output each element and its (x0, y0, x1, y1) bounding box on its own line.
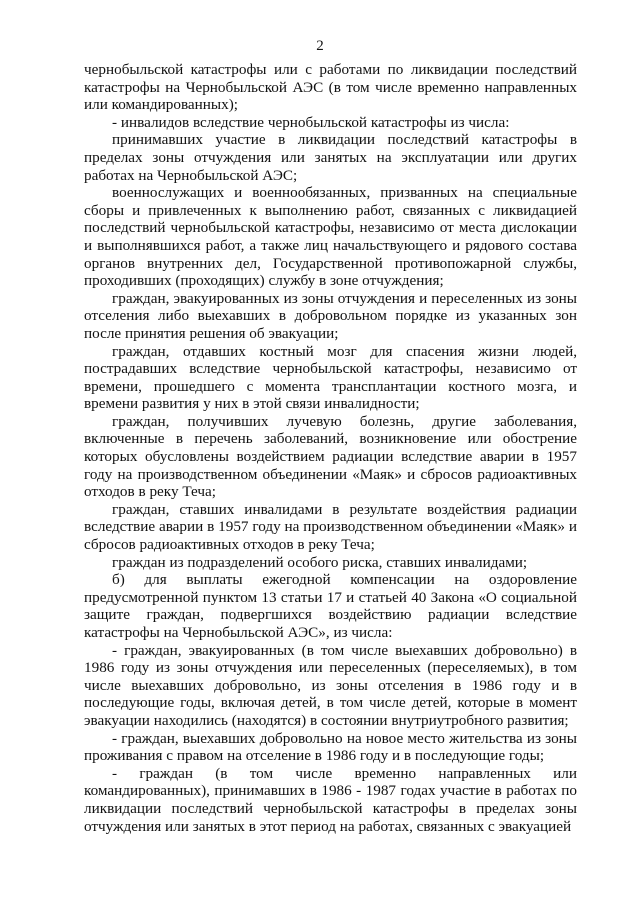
paragraph: граждан, ставших инвалидами в результате воздействия радиации вследствие аварии в 1957 году на производственном объединении «Маяк» и сбросов радиоактивных отходов в реку Теча; (84, 500, 577, 554)
document-body (84, 61, 577, 835)
paragraph: граждан, получивших лучевую болезнь, другие заболевания, включенные в перечень заболеваний, возникновение или обострение которых обусловлены воздействием радиации вследствие аварии в 1957 году на производственном объединении «Маяк» и сбросов радиоактивных отходов в реку Теча; (84, 412, 577, 501)
paragraph: граждан, эвакуированных из зоны отчуждения и переселенных из зоны отселения либо выехавших в добровольном порядке из указанных зон после принятия решения об эвакуации; (84, 289, 577, 342)
paragraph: принимавших участие в ликвидации последствий катастрофы в пределах зоны отчуждения или занятых на эксплуатации или других работах на Чернобыльской АЭС; (84, 131, 577, 184)
list-item: - граждан, эвакуированных (в том числе выехавших добровольно) в 1986 году из зоны отчуждения или переселенных (переселяемых), в том числе выехавших добровольно, из зоны отселения в 1986 году и в последующие годы, включая детей, в том числе детей, которые в момент эвакуации находились (находятся) в состоянии внутриутробного развития; (84, 641, 577, 729)
paragraph: б) для выплаты ежегодной компенсации на оздоровление предусмотренной пунктом 13 статьи 17 и статьей 40 Закона «О социальной защите граждан, подвергшихся воздействию радиации вследствие катастрофы на Чернобыльской АЭС», из числа: (84, 571, 577, 641)
list-item: - граждан, выехавших добровольно на новое место жительства из зоны проживания с правом на отселение в 1986 году и в последующие годы; (84, 729, 577, 765)
list-item: - инвалидов вследствие чернобыльской катастрофы из числа: (112, 113, 510, 131)
page-number: 2 (316, 38, 324, 54)
paragraph: военнослужащих и военнообязанных, призванных на специальные сборы и привлеченных к выполнению работ, связанных с ликвидацией последствий чернобыльской катастрофы, независимо от места дислокации и выполнявшихся работ, а также лиц начальствующего и рядового состава органов внутренних дел, Государственной противопожарной службы, проходивших (проходящих) службу в зоне отчуждения; (84, 184, 577, 290)
paragraph: чернобыльской катастрофы или с работами по ликвидации последствий катастрофы на Чернобыльской АЭС (в том числе временно направленных или командированных); (84, 61, 577, 114)
list-item: - граждан (в том числе временно направленных или командированных), принимавших в 1986 - 1987 годах участие в работах по ликвидации последствий чернобыльской катастрофы в пределах зоны отчуждения или занятых в этот период на работах, связанных с эвакуацией (84, 764, 577, 835)
paragraph: граждан, отдавших костный мозг для спасения жизни людей, пострадавших вследствие чернобыльской катастрофы, независимо от времени, прошедшего с момента трансплантации костного мозга, и времени развития у них в этой связи инвалидности; (84, 342, 577, 413)
paragraph: граждан из подразделений особого риска, ставших инвалидами; (112, 553, 528, 571)
